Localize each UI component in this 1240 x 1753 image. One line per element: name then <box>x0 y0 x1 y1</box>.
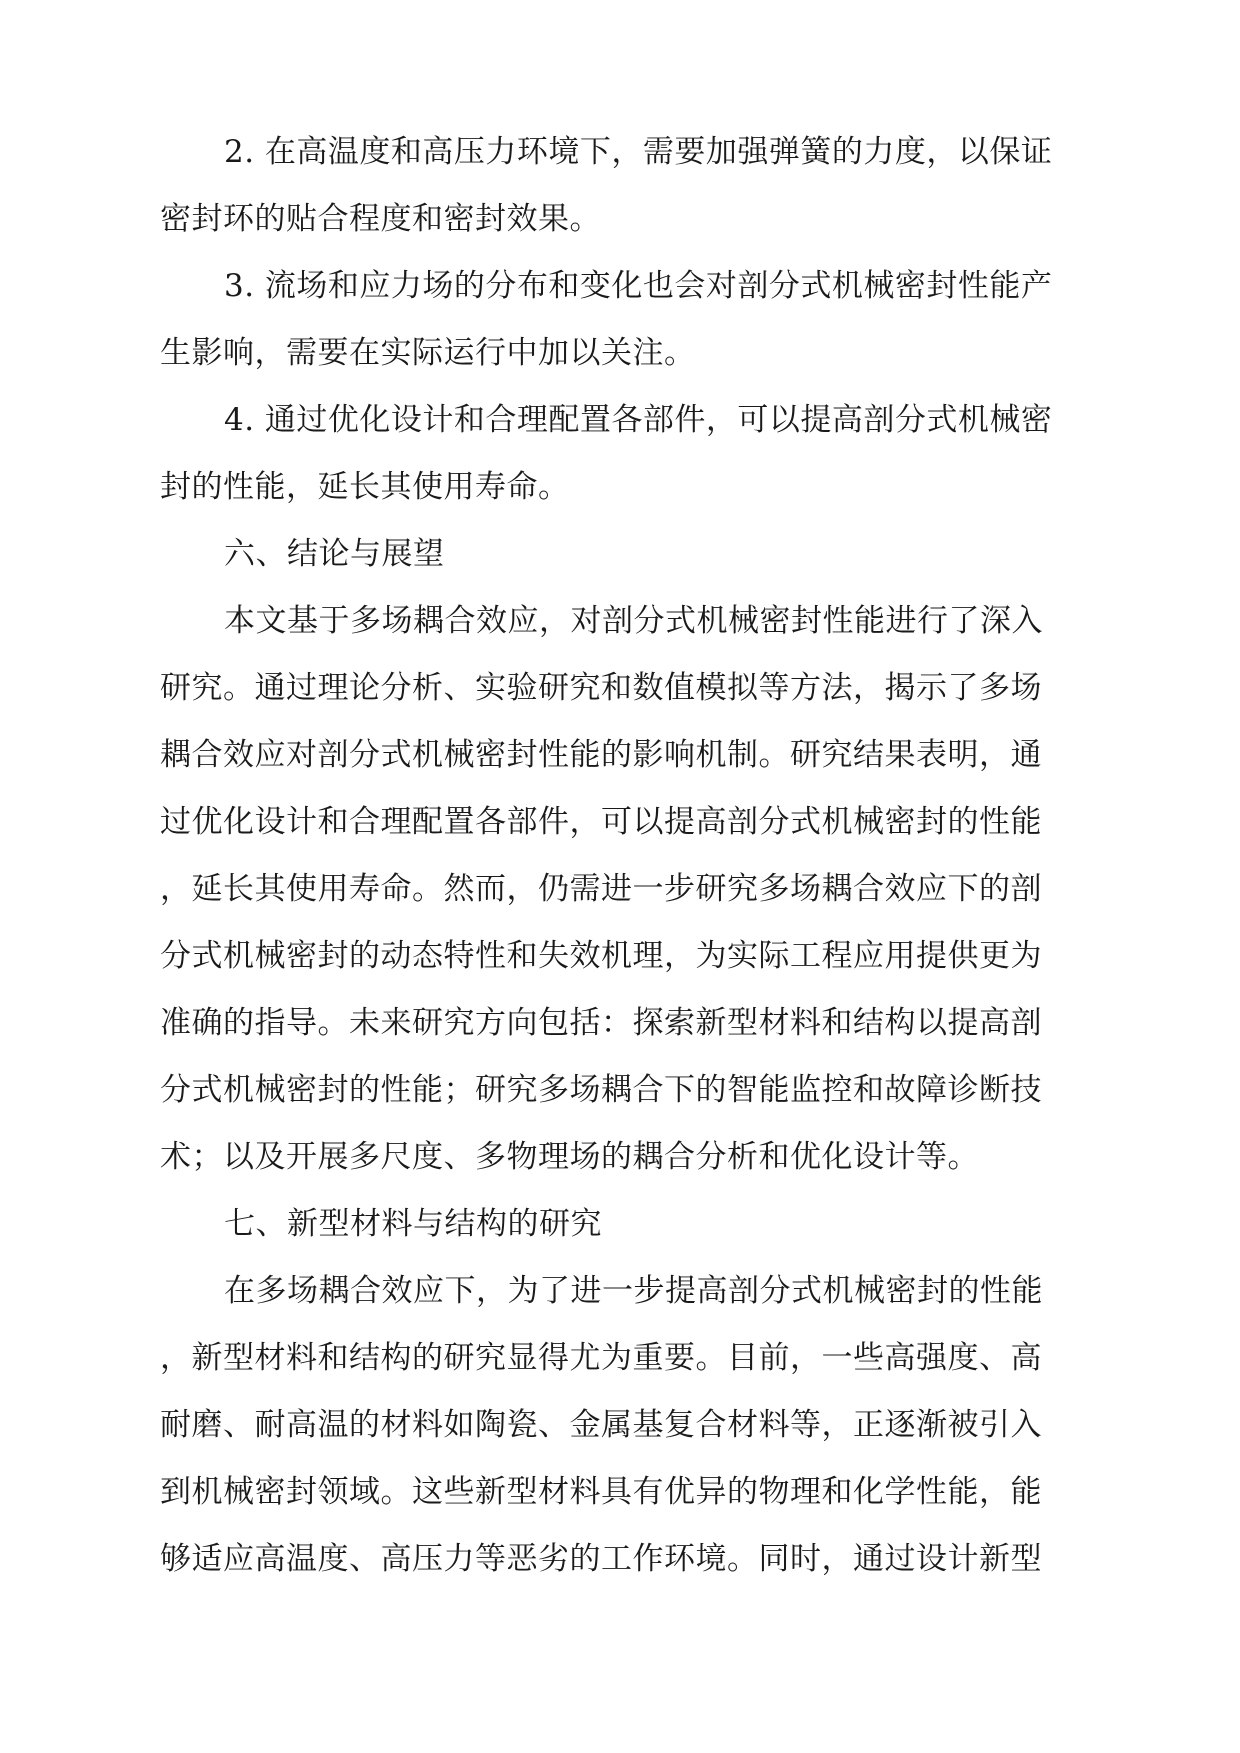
document-body <box>160 119 1105 1593</box>
paragraph-item-4: 4. 通过优化设计和合理配置各部件，可以提高剖分式机械密 封的性能，延长其使用寿命。 <box>160 402 1053 505</box>
paragraph-conclusion: 本文基于多场耦合效应，对剖分式机械密封性能进行了深入 研究。通过理论分析、实验研究和数值模拟等方法，揭示了多场 耦合效应对剖分式机械密封性能的影响机制。研究结果表明，通 过优化设计和合理配置各部件，可以提高剖分式机械密封的性能 ，延长其使用寿命。然而，仍需进一步研究多场耦合效应下的剖 分式机械密封的动态特性和失效机理，为实际工程应用提供更为 准确的指导。未来研究方向包括：探索新型材料和结构以提高剖 分式机械密封的性能；研究多场耦合下的智能监控和故障诊断技 术；以及开展多尺度、多物理场的耦合分析和优化设计等。 <box>160 603 1043 1175</box>
paragraph-item-2: 2. 在高温度和高压力环境下，需要加强弹簧的力度，以保证 密封环的贴合程度和密封效果。 <box>160 134 1053 237</box>
paragraph-item-3: 3. 流场和应力场的分布和变化也会对剖分式机械密封性能产 生影响，需要在实际运行中加以关注。 <box>160 268 1053 371</box>
paragraph-new-materials: 在多场耦合效应下，为了进一步提高剖分式机械密封的性能 ，新型材料和结构的研究显得尤为重要。目前，一些高强度、高 耐磨、耐高温的材料如陶瓷、金属基复合材料等，正逐渐被引入 到机械密封领域。这些新型材料具有优异的物理和化学性能，能 够适应高温度、高压力等恶劣的工作环境。同时，通过设计新型 <box>160 1273 1043 1577</box>
section-heading-conclusion: 六、结论与展望 <box>224 536 445 572</box>
section-heading-new-materials: 七、新型材料与结构的研究 <box>224 1206 602 1242</box>
